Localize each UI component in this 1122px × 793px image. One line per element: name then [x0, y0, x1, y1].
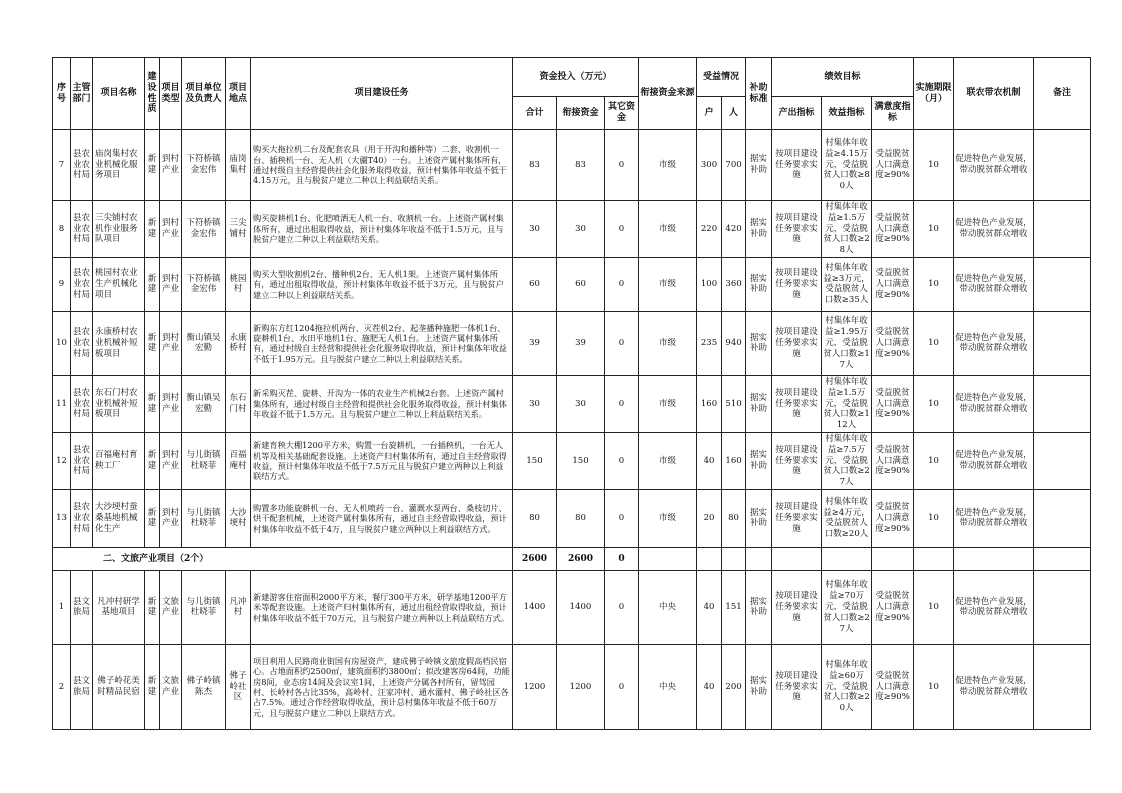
- cell-unit: 下符桥镇金宏伟: [182, 257, 226, 311]
- header-mechanism: 联农带农机制: [954, 58, 1034, 130]
- cell-output: 按项目建设任务要求实施: [772, 257, 822, 311]
- cell-period: 10: [914, 311, 954, 375]
- cell-type: 到村产业: [160, 489, 182, 547]
- cell-nature: 新建: [145, 375, 160, 432]
- cell-dept: 县文旅局: [71, 570, 93, 644]
- cell-dept: 县农业农村局: [71, 311, 93, 375]
- cell-location: 桃园村: [226, 257, 251, 311]
- cell-unit: 与儿街镇杜晓菲: [182, 489, 226, 547]
- header-name: 项目名称: [93, 58, 145, 130]
- cell-people: 510: [722, 375, 746, 432]
- cell-dept: 县农业农村局: [71, 257, 93, 311]
- cell-households: 160: [697, 375, 722, 432]
- cell-connect: 30: [557, 201, 605, 258]
- cell-satisfaction: 受益脱贫人口满意度≥90%: [872, 570, 914, 644]
- section-total: 2600: [513, 547, 557, 570]
- cell-benefit: 村集体年收益≥3万元，受益脱贫人口数≥35人: [822, 257, 872, 311]
- cell-households: 40: [697, 432, 722, 489]
- cell-period: 10: [914, 570, 954, 644]
- cell-name: 永康桥村农业机械补短板项目: [93, 311, 145, 375]
- cell-connect: 60: [557, 257, 605, 311]
- cell-subsidy: 据实补助: [746, 257, 772, 311]
- header-row-1: [53, 58, 1091, 97]
- cell-name: 大沙埂村蚕桑基地机械化生产: [93, 489, 145, 547]
- cell-period: 10: [914, 644, 954, 729]
- header-remark: 备注: [1034, 58, 1091, 130]
- cell-output: 按项目建设任务要求实施: [772, 570, 822, 644]
- cell-connect: 1400: [557, 570, 605, 644]
- cell-task: 购置多功能旋耕机一台、无人机喷药一台、灌溉水泵两台、桑枝切片、烘干配套机械，上述资产属村集体所有，通过自主经营取得收益，预计村集体年收益不低于4万，且与脱贫户建立两种以上利益联结方式。: [251, 489, 513, 547]
- cell-nature: 新建: [145, 130, 160, 201]
- cell-people: 360: [722, 257, 746, 311]
- cell-source: 市级: [639, 311, 697, 375]
- header-households: 户: [697, 97, 722, 130]
- cell-people: 420: [722, 201, 746, 258]
- header-connect-fund: 衔接资金: [557, 97, 605, 130]
- cell-output: 按项目建设任务要求实施: [772, 130, 822, 201]
- cell-people: 160: [722, 432, 746, 489]
- cell-output: 按项目建设任务要求实施: [772, 311, 822, 375]
- cell-connect: 150: [557, 432, 605, 489]
- cell-source: 市级: [639, 257, 697, 311]
- header-nature: 建设性质: [145, 58, 160, 130]
- cell-connect: 30: [557, 375, 605, 432]
- cell-type: 到村产业: [160, 311, 182, 375]
- cell-households: 300: [697, 130, 722, 201]
- cell-households: 40: [697, 644, 722, 729]
- table-row: [53, 644, 1091, 729]
- cell-other: 0: [605, 311, 639, 375]
- cell-unit: 与儿街镇杜晓菲: [182, 570, 226, 644]
- cell-task: 新建游客住宿面积2000平方米，餐厅300平方米，研学基地1200平方米等配套设施。上述资产归村集体所有，通过出租经营取得收益，预计村集体年收益不低于70万元，且与脱贫户建立两种以上利益联结方式。: [251, 570, 513, 644]
- cell-name: 三尖铺村农机作业服务队项目: [93, 201, 145, 258]
- cell-other: 0: [605, 570, 639, 644]
- cell-dept: 县农业农村局: [71, 201, 93, 258]
- cell-connect: 83: [557, 130, 605, 201]
- header-invest: 资金投入（万元）: [513, 58, 639, 97]
- cell-other: 0: [605, 489, 639, 547]
- cell-type: 到村产业: [160, 257, 182, 311]
- table-row: [53, 432, 1091, 489]
- cell-mechanism: 促进特色产业发展，带动脱贫群众增收: [954, 257, 1034, 311]
- cell-people: 151: [722, 570, 746, 644]
- cell-remark: [1034, 644, 1091, 729]
- cell-remark: [1034, 489, 1091, 547]
- cell-connect: 1200: [557, 644, 605, 729]
- cell-total: 60: [513, 257, 557, 311]
- header-period: 实施期限（月）: [914, 58, 954, 130]
- cell-satisfaction: 受益脱贫人口满意度≥90%: [872, 432, 914, 489]
- table-row: [53, 489, 1091, 547]
- cell-unit: 下符桥镇金宏伟: [182, 201, 226, 258]
- cell-name: 庙岗集村农业机械化服务项目: [93, 130, 145, 201]
- project-table: [52, 57, 1091, 730]
- cell-period: 10: [914, 489, 954, 547]
- cell-location: 永康桥村: [226, 311, 251, 375]
- cell-period: 10: [914, 201, 954, 258]
- cell-people: 700: [722, 130, 746, 201]
- section-title: 二、文旅产业项目（2个）: [53, 547, 513, 570]
- cell-type: 到村产业: [160, 130, 182, 201]
- cell-seq: 1: [53, 570, 71, 644]
- cell-seq: 8: [53, 201, 71, 258]
- header-seq: 序号: [53, 58, 71, 130]
- section-connect: 2600: [557, 547, 605, 570]
- cell-people: 940: [722, 311, 746, 375]
- cell-seq: 13: [53, 489, 71, 547]
- cell-task: 新建育秧大棚1200平方米，购置一台旋耕机，一台插秧机，一台无人机等及相关基础配套设施。上述资产归村集体所有，通过自主经营取得收益，预计村集体年收益不低于7.5万元且与脱贫户建立两种以上利益联结方式。: [251, 432, 513, 489]
- cell-location: 百福庵村: [226, 432, 251, 489]
- header-other-fund: 其它资金: [605, 97, 639, 130]
- cell-type: 到村产业: [160, 432, 182, 489]
- cell-seq: 12: [53, 432, 71, 489]
- cell-subsidy: 据实补助: [746, 432, 772, 489]
- cell-name: 佛子岭花美时精品民宿: [93, 644, 145, 729]
- cell-households: 20: [697, 489, 722, 547]
- cell-unit: 下符桥镇金宏伟: [182, 130, 226, 201]
- cell-mechanism: 促进特色产业发展，带动脱贫群众增收: [954, 432, 1034, 489]
- cell-total: 1200: [513, 644, 557, 729]
- header-people: 人: [722, 97, 746, 130]
- cell-remark: [1034, 257, 1091, 311]
- cell-remark: [1034, 570, 1091, 644]
- cell-type: 文旅产业: [160, 644, 182, 729]
- cell-nature: 新建: [145, 570, 160, 644]
- header-beneficiary: 受益情况: [697, 58, 746, 97]
- cell-satisfaction: 受益脱贫人口满意度≥90%: [872, 375, 914, 432]
- header-total: 合计: [513, 97, 557, 130]
- section-other: 0: [605, 547, 639, 570]
- cell-other: 0: [605, 375, 639, 432]
- cell-other: 0: [605, 432, 639, 489]
- cell-period: 10: [914, 432, 954, 489]
- cell-source: 市级: [639, 432, 697, 489]
- cell-dept: 县农业农村局: [71, 432, 93, 489]
- cell-total: 80: [513, 489, 557, 547]
- cell-total: 30: [513, 375, 557, 432]
- cell-task: 购买大型收割机2台、播种机2台、无人机1架。上述资产属村集体所有，通过出租取得收益，预计村集体年收益不低于3万元，且与脱贫户建立二种以上利益联结关系。: [251, 257, 513, 311]
- cell-mechanism: 促进特色产业发展，带动脱贫群众增收: [954, 570, 1034, 644]
- cell-output: 按项目建设任务要求实施: [772, 489, 822, 547]
- cell-location: 大沙埂村: [226, 489, 251, 547]
- table-row: [53, 130, 1091, 201]
- cell-subsidy: 据实补助: [746, 644, 772, 729]
- cell-location: 庙岗集村: [226, 130, 251, 201]
- cell-households: 40: [697, 570, 722, 644]
- header-task: 项目建设任务: [251, 58, 513, 130]
- cell-seq: 9: [53, 257, 71, 311]
- table-row: [53, 257, 1091, 311]
- cell-mechanism: 促进特色产业发展，带动脱贫群众增收: [954, 489, 1034, 547]
- cell-satisfaction: 受益脱贫人口满意度≥90%: [872, 489, 914, 547]
- section-row: [53, 547, 1091, 570]
- header-location: 项目地点: [226, 58, 251, 130]
- cell-source: 市级: [639, 489, 697, 547]
- cell-mechanism: 促进特色产业发展，带动脱贫群众增收: [954, 375, 1034, 432]
- table-row: [53, 201, 1091, 258]
- cell-period: 10: [914, 375, 954, 432]
- cell-subsidy: 据实补助: [746, 130, 772, 201]
- cell-total: 39: [513, 311, 557, 375]
- header-unit: 项目单位及负责人: [182, 58, 226, 130]
- cell-subsidy: 据实补助: [746, 489, 772, 547]
- cell-dept: 县农业农村局: [71, 130, 93, 201]
- cell-name: 百福庵村育秧工厂: [93, 432, 145, 489]
- cell-source: 中央: [639, 644, 697, 729]
- cell-dept: 县农业农村局: [71, 375, 93, 432]
- cell-nature: 新建: [145, 201, 160, 258]
- cell-period: 10: [914, 257, 954, 311]
- cell-seq: 10: [53, 311, 71, 375]
- cell-other: 0: [605, 130, 639, 201]
- cell-benefit: 村集体年收益≥60万元，受益脱贫人口数≥20人: [822, 644, 872, 729]
- cell-connect: 39: [557, 311, 605, 375]
- cell-other: 0: [605, 644, 639, 729]
- cell-nature: 新建: [145, 257, 160, 311]
- cell-location: 三尖铺村: [226, 201, 251, 258]
- table-row: [53, 570, 1091, 644]
- cell-seq: 7: [53, 130, 71, 201]
- cell-households: 235: [697, 311, 722, 375]
- cell-source: 市级: [639, 130, 697, 201]
- cell-mechanism: 促进特色产业发展，带动脱贫群众增收: [954, 130, 1034, 201]
- cell-source: 中央: [639, 570, 697, 644]
- cell-total: 30: [513, 201, 557, 258]
- cell-people: 200: [722, 644, 746, 729]
- cell-satisfaction: 受益脱贫人口满意度≥90%: [872, 644, 914, 729]
- cell-output: 按项目建设任务要求实施: [772, 644, 822, 729]
- cell-benefit: 村集体年收益≥1.95万元，受益脱贫人口数≥17人: [822, 311, 872, 375]
- cell-seq: 2: [53, 644, 71, 729]
- cell-unit: 衡山镇吴宏勤: [182, 375, 226, 432]
- cell-task: 购买旋耕机1台、化肥喷洒无人机一台、收割机一台。上述资产属村集体所有，通过出租取得收益，预计村集体年收益不低于1.5万元，且与脱贫户建立二种以上利益联结关系。: [251, 201, 513, 258]
- cell-unit: 与儿街镇杜晓菲: [182, 432, 226, 489]
- cell-location: 东石门村: [226, 375, 251, 432]
- cell-benefit: 村集体年收益≥1.5万元，受益脱贫人口数≥112人: [822, 375, 872, 432]
- cell-subsidy: 据实补助: [746, 570, 772, 644]
- cell-name: 凡冲村研学基地项目: [93, 570, 145, 644]
- cell-benefit: 村集体年收益≥1.5万元，受益脱贫人口数≥28人: [822, 201, 872, 258]
- cell-remark: [1034, 432, 1091, 489]
- cell-subsidy: 据实补助: [746, 375, 772, 432]
- cell-nature: 新建: [145, 432, 160, 489]
- cell-unit: 衡山镇吴宏勤: [182, 311, 226, 375]
- cell-mechanism: 促进特色产业发展，带动脱贫群众增收: [954, 311, 1034, 375]
- cell-satisfaction: 受益脱贫人口满意度≥90%: [872, 311, 914, 375]
- header-benefit: 效益指标: [822, 97, 872, 130]
- cell-output: 按项目建设任务要求实施: [772, 201, 822, 258]
- cell-subsidy: 据实补助: [746, 201, 772, 258]
- cell-remark: [1034, 130, 1091, 201]
- cell-benefit: 村集体年收益≥70万元，受益脱贫人口数≥27人: [822, 570, 872, 644]
- cell-nature: 新建: [145, 311, 160, 375]
- cell-location: 佛子岭社区: [226, 644, 251, 729]
- cell-households: 100: [697, 257, 722, 311]
- cell-nature: 新建: [145, 644, 160, 729]
- cell-benefit: 村集体年收益≥4万元，受益脱贫人口数≥20人: [822, 489, 872, 547]
- cell-type: 到村产业: [160, 375, 182, 432]
- cell-type: 到村产业: [160, 201, 182, 258]
- cell-output: 按项目建设任务要求实施: [772, 375, 822, 432]
- cell-task: 新采购灭茬、旋耕、开沟为一体的农业生产机械2台套。上述资产属村集体所有，通过村级自主经营和提供社会化服务取得收益，预计村集体年收益不低于1.5万元。且与脱贫户建立二种以上利益联结关系。: [251, 375, 513, 432]
- cell-mechanism: 促进特色产业发展，带动脱贫群众增收: [954, 201, 1034, 258]
- header-output: 产出指标: [772, 97, 822, 130]
- cell-source: 市级: [639, 375, 697, 432]
- cell-task: 项目利用人民路商业街国有房屋资产，建成佛子岭镇文旅度假高档民宿心。占地面积约2500㎡，建筑面积约3800㎡；拟改建客房64间，功能房8间，业态房14间及会议室1间，上述资产分属各村所有，留驾园村、长岭村各占比35%，高岭村、汪家冲村、通水灌村、佛子岭社区各占7.5%。通过合作经营取得收益，预计总村集体年收益不低于60万元，且与脱贫户建立二种以上联结方式。: [251, 644, 513, 729]
- cell-households: 220: [697, 201, 722, 258]
- cell-total: 1400: [513, 570, 557, 644]
- cell-period: 10: [914, 130, 954, 201]
- cell-other: 0: [605, 257, 639, 311]
- cell-other: 0: [605, 201, 639, 258]
- cell-name: 东石门村农业机械补短板项目: [93, 375, 145, 432]
- cell-benefit: 村集体年收益≥4.15万元，受益脱贫人口数≥80人: [822, 130, 872, 201]
- cell-people: 80: [722, 489, 746, 547]
- cell-satisfaction: 受益脱贫人口满意度≥90%: [872, 130, 914, 201]
- cell-nature: 新建: [145, 489, 160, 547]
- cell-mechanism: 促进特色产业发展，带动脱贫群众增收: [954, 644, 1034, 729]
- cell-remark: [1034, 201, 1091, 258]
- table-row: [53, 311, 1091, 375]
- cell-output: 按项目建设任务要求实施: [772, 432, 822, 489]
- cell-location: 凡冲村: [226, 570, 251, 644]
- cell-benefit: 村集体年收益≥7.5万元，受益脱贫人口数≥27人: [822, 432, 872, 489]
- header-subsidy: 补助标准: [746, 58, 772, 130]
- table-row: [53, 375, 1091, 432]
- cell-unit: 佛子岭镇陈杰: [182, 644, 226, 729]
- cell-subsidy: 据实补助: [746, 311, 772, 375]
- cell-source: 市级: [639, 201, 697, 258]
- cell-dept: 县农业农村局: [71, 489, 93, 547]
- cell-task: 新购东方红1204拖拉机两台、灭茬机2台、起垄播种施肥一体机1台、旋耕机1台、水田平地机1台、施肥无人机1台。上述资产属村集体所有，通过村级自主经营和提供社会化服务取得收益，预计村集体年收益不低于1.95万元。且与脱贫户建立二种以上利益联结关系。: [251, 311, 513, 375]
- cell-total: 83: [513, 130, 557, 201]
- cell-type: 文旅产业: [160, 570, 182, 644]
- header-satisfaction: 满意度指标: [872, 97, 914, 130]
- header-fund-source: 衔接资金来源: [639, 58, 697, 130]
- header-dept: 主管部门: [71, 58, 93, 130]
- cell-satisfaction: 受益脱贫人口满意度≥90%: [872, 257, 914, 311]
- cell-remark: [1034, 375, 1091, 432]
- cell-task: 购买大拖拉机二台及配套农具（用于开沟和播种等）二套、收割机一台、插秧机一台、无人机（大疆T40）一台。上述资产属村集体所有，通过村级自主经营提供社会化服务取得收益，预计村集体年收益不低于4.15万元，且与脱贫户建立二种以上利益联结关系。: [251, 130, 513, 201]
- cell-total: 150: [513, 432, 557, 489]
- header-perf: 绩效目标: [772, 58, 914, 97]
- cell-seq: 11: [53, 375, 71, 432]
- cell-connect: 80: [557, 489, 605, 547]
- cell-satisfaction: 受益脱贫人口满意度≥90%: [872, 201, 914, 258]
- cell-remark: [1034, 311, 1091, 375]
- cell-dept: 县文旅局: [71, 644, 93, 729]
- cell-name: 桃园村农业生产机械化项目: [93, 257, 145, 311]
- header-type: 项目类型: [160, 58, 182, 130]
